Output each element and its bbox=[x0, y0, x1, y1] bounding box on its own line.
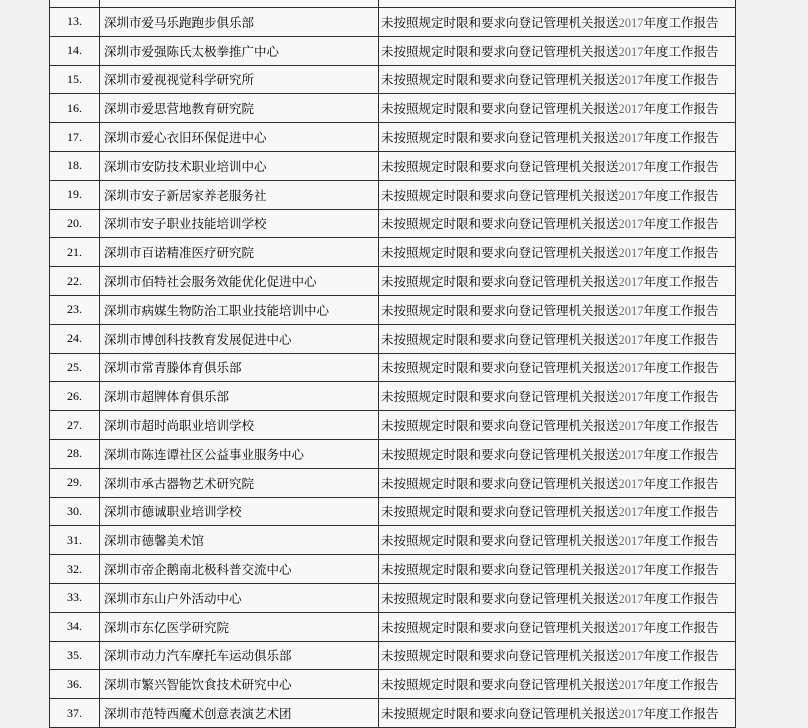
reason-text bbox=[381, 646, 719, 664]
reason-text bbox=[381, 704, 719, 722]
row-number: 25. bbox=[67, 359, 82, 374]
reason-suffix: 年度工作报告 bbox=[643, 390, 719, 405]
reason-prefix: 未按照规定时限和要求向登记管理机关报送 bbox=[381, 591, 619, 606]
org-name-cell bbox=[100, 526, 379, 554]
reason-suffix: 年度工作报告 bbox=[643, 419, 719, 434]
table-row bbox=[50, 66, 736, 95]
reason-cell bbox=[379, 94, 736, 122]
reason-cell bbox=[379, 123, 736, 151]
table-row bbox=[50, 354, 736, 383]
reason-year: 2017 bbox=[618, 534, 644, 549]
reason-suffix: 年度工作报告 bbox=[643, 534, 719, 549]
row-number: 17. bbox=[67, 129, 82, 144]
row-number-cell bbox=[50, 8, 100, 36]
org-name-cell bbox=[100, 37, 379, 65]
org-name-cell bbox=[100, 699, 379, 727]
table-row bbox=[50, 325, 736, 354]
reason-text bbox=[381, 70, 719, 88]
table-row bbox=[50, 238, 736, 267]
reason-year: 2017 bbox=[618, 447, 644, 462]
row-number: 33. bbox=[67, 590, 82, 605]
reason-prefix: 未按照规定时限和要求向登记管理机关报送 bbox=[381, 390, 619, 405]
reason-text bbox=[381, 272, 719, 290]
reason-year: 2017 bbox=[618, 649, 644, 664]
reason-text bbox=[381, 445, 719, 463]
table-row bbox=[50, 8, 736, 37]
reason-cell bbox=[379, 584, 736, 612]
reason-prefix: 未按照规定时限和要求向登记管理机关报送 bbox=[381, 303, 619, 318]
row-number: 22. bbox=[67, 273, 82, 288]
reason-year: 2017 bbox=[618, 563, 644, 578]
reason-suffix: 年度工作报告 bbox=[643, 246, 719, 261]
reason-year: 2017 bbox=[618, 419, 644, 434]
row-number-cell bbox=[50, 699, 100, 727]
reason-year: 2017 bbox=[618, 131, 644, 146]
row-number-cell bbox=[50, 642, 100, 670]
org-name: 深圳市爱马乐跑跑步俱乐部 bbox=[104, 15, 255, 30]
reason-suffix: 年度工作报告 bbox=[643, 563, 719, 578]
org-name-cell bbox=[100, 670, 379, 698]
org-name: 深圳市德馨美术馆 bbox=[104, 534, 205, 549]
row-number-cell bbox=[50, 94, 100, 122]
table-row bbox=[50, 584, 736, 613]
org-name: 深圳市安防技术职业培训中心 bbox=[104, 159, 267, 174]
row-number: 28. bbox=[67, 446, 82, 461]
reason-prefix: 未按照规定时限和要求向登记管理机关报送 bbox=[381, 332, 619, 347]
reason-year: 2017 bbox=[618, 217, 644, 232]
row-number-cell bbox=[50, 411, 100, 439]
row-number: 24. bbox=[67, 331, 82, 346]
row-number: 34. bbox=[67, 619, 82, 634]
reason-cell bbox=[379, 670, 736, 698]
reason-suffix: 年度工作报告 bbox=[643, 505, 719, 520]
reason-prefix: 未按照规定时限和要求向登记管理机关报送 bbox=[381, 15, 619, 30]
reason-text bbox=[381, 186, 719, 204]
reason-cell bbox=[379, 699, 736, 727]
reason-suffix: 年度工作报告 bbox=[643, 131, 719, 146]
org-name: 深圳市博创科技教育发展促进中心 bbox=[104, 332, 292, 347]
row-number-cell bbox=[50, 296, 100, 324]
reason-prefix: 未按照规定时限和要求向登记管理机关报送 bbox=[381, 246, 619, 261]
reason-text bbox=[381, 416, 719, 434]
table-row bbox=[50, 411, 736, 440]
row-number: 26. bbox=[67, 388, 82, 403]
reason-prefix: 未按照规定时限和要求向登记管理机关报送 bbox=[381, 188, 619, 203]
table-row bbox=[50, 498, 736, 527]
org-name-cell bbox=[100, 296, 379, 324]
reason-text bbox=[381, 358, 719, 376]
org-name: 深圳市东山户外活动中心 bbox=[104, 591, 242, 606]
reason-suffix: 年度工作报告 bbox=[643, 649, 719, 664]
row-number: 15. bbox=[67, 71, 82, 86]
reason-cell bbox=[379, 411, 736, 439]
reason-cell bbox=[379, 37, 736, 65]
reason-text bbox=[381, 675, 719, 693]
reason-cell bbox=[379, 66, 736, 94]
row-number: 29. bbox=[67, 475, 82, 490]
org-name-cell bbox=[100, 152, 379, 180]
row-number: 36. bbox=[67, 676, 82, 691]
reason-cell bbox=[379, 555, 736, 583]
reason-suffix: 年度工作报告 bbox=[643, 188, 719, 203]
row-number: 31. bbox=[67, 532, 82, 547]
org-name-cell bbox=[100, 411, 379, 439]
reason-suffix: 年度工作报告 bbox=[643, 275, 719, 290]
row-number: 27. bbox=[67, 417, 82, 432]
table-row bbox=[50, 123, 736, 152]
reason-cell bbox=[379, 210, 736, 238]
row-number-cell bbox=[50, 354, 100, 382]
reason-year: 2017 bbox=[618, 303, 644, 318]
row-number: 30. bbox=[67, 503, 82, 518]
reason-text bbox=[381, 243, 719, 261]
reason-text bbox=[381, 13, 719, 31]
reason-prefix: 未按照规定时限和要求向登记管理机关报送 bbox=[381, 131, 619, 146]
row-number: 35. bbox=[67, 647, 82, 662]
reason-cell bbox=[379, 440, 736, 468]
org-name: 深圳市繁兴智能饮食技术研究中心 bbox=[104, 678, 292, 693]
row-number: 37. bbox=[67, 705, 82, 720]
org-name-cell bbox=[100, 613, 379, 641]
table-row bbox=[50, 555, 736, 584]
row-number-cell bbox=[50, 440, 100, 468]
reason-year: 2017 bbox=[618, 102, 644, 117]
reason-prefix: 未按照规定时限和要求向登记管理机关报送 bbox=[381, 102, 619, 117]
org-name-cell bbox=[100, 382, 379, 410]
org-name: 深圳市爱心衣旧环保促进中心 bbox=[104, 131, 267, 146]
reason-year: 2017 bbox=[618, 246, 644, 261]
reason-suffix: 年度工作报告 bbox=[643, 44, 719, 59]
reason-text bbox=[381, 42, 719, 60]
reason-year: 2017 bbox=[618, 620, 644, 635]
row-number: 14. bbox=[67, 43, 82, 58]
row-number-cell bbox=[50, 66, 100, 94]
org-name: 深圳市病媒生物防治工职业技能培训中心 bbox=[104, 303, 330, 318]
row-number-cell bbox=[50, 181, 100, 209]
reason-cell bbox=[379, 296, 736, 324]
reason-prefix: 未按照规定时限和要求向登记管理机关报送 bbox=[381, 563, 619, 578]
reason-cell bbox=[379, 238, 736, 266]
org-name: 深圳市超牌体育俱乐部 bbox=[104, 390, 230, 405]
row-number: 23. bbox=[67, 302, 82, 317]
row-number-cell bbox=[50, 325, 100, 353]
reason-year: 2017 bbox=[618, 591, 644, 606]
reason-prefix: 未按照规定时限和要求向登记管理机关报送 bbox=[381, 505, 619, 520]
reason-suffix: 年度工作报告 bbox=[643, 476, 719, 491]
table-body bbox=[50, 8, 736, 728]
table-row bbox=[50, 94, 736, 123]
row-number-cell bbox=[50, 584, 100, 612]
reason-suffix: 年度工作报告 bbox=[643, 102, 719, 117]
org-name-cell bbox=[100, 469, 379, 497]
org-name: 深圳市安子职业技能培训学校 bbox=[104, 217, 267, 232]
reason-prefix: 未按照规定时限和要求向登记管理机关报送 bbox=[381, 73, 619, 88]
org-name: 深圳市佰特社会服务效能优化促进中心 bbox=[104, 275, 317, 290]
org-name: 深圳市百诺精准医疗研究院 bbox=[104, 246, 255, 261]
org-name: 深圳市安子新居家养老服务社 bbox=[104, 188, 267, 203]
reason-suffix: 年度工作报告 bbox=[643, 678, 719, 693]
reason-prefix: 未按照规定时限和要求向登记管理机关报送 bbox=[381, 275, 619, 290]
org-name-cell bbox=[100, 238, 379, 266]
reason-text bbox=[381, 301, 719, 319]
reason-suffix: 年度工作报告 bbox=[643, 159, 719, 174]
reason-suffix: 年度工作报告 bbox=[643, 591, 719, 606]
reason-year: 2017 bbox=[618, 188, 644, 203]
org-name-cell bbox=[100, 8, 379, 36]
table-row bbox=[50, 670, 736, 699]
row-number-cell bbox=[50, 37, 100, 65]
reason-cell bbox=[379, 0, 736, 7]
reason-cell bbox=[379, 8, 736, 36]
org-name: 深圳市动力汽车摩托车运动俱乐部 bbox=[104, 649, 292, 664]
table-row bbox=[50, 210, 736, 239]
table-row bbox=[50, 699, 736, 728]
reason-year: 2017 bbox=[618, 159, 644, 174]
reason-prefix: 未按照规定时限和要求向登记管理机关报送 bbox=[381, 44, 619, 59]
reason-text bbox=[381, 589, 719, 607]
reason-cell bbox=[379, 267, 736, 295]
reason-suffix: 年度工作报告 bbox=[643, 217, 719, 232]
org-name-cell bbox=[100, 354, 379, 382]
row-number: 13. bbox=[67, 14, 82, 29]
table-row bbox=[50, 267, 736, 296]
reason-suffix: 年度工作报告 bbox=[643, 303, 719, 318]
reason-prefix: 未按照规定时限和要求向登记管理机关报送 bbox=[381, 476, 619, 491]
row-number: 32. bbox=[67, 561, 82, 576]
table-row bbox=[50, 152, 736, 181]
row-number-cell bbox=[50, 469, 100, 497]
reason-year: 2017 bbox=[618, 505, 644, 520]
reason-suffix: 年度工作报告 bbox=[643, 73, 719, 88]
org-name: 深圳市爱思营地教育研究院 bbox=[104, 102, 255, 117]
reason-year: 2017 bbox=[618, 275, 644, 290]
row-number: 21. bbox=[67, 244, 82, 259]
org-name-cell bbox=[100, 325, 379, 353]
reason-prefix: 未按照规定时限和要求向登记管理机关报送 bbox=[381, 217, 619, 232]
row-number-cell bbox=[50, 498, 100, 526]
row-number-cell bbox=[50, 555, 100, 583]
row-number: 20. bbox=[67, 215, 82, 230]
reason-cell bbox=[379, 469, 736, 497]
row-number-cell bbox=[50, 0, 100, 7]
reason-text bbox=[381, 502, 719, 520]
org-name: 深圳市德诚职业培训学校 bbox=[104, 505, 242, 520]
row-number-cell bbox=[50, 210, 100, 238]
row-number-cell bbox=[50, 613, 100, 641]
reason-year: 2017 bbox=[618, 44, 644, 59]
org-name-cell bbox=[100, 123, 379, 151]
org-name: 深圳市帝企鹅南北极科普交流中心 bbox=[104, 563, 292, 578]
org-name-cell bbox=[100, 642, 379, 670]
reason-text bbox=[381, 560, 719, 578]
row-number-cell bbox=[50, 382, 100, 410]
reason-prefix: 未按照规定时限和要求向登记管理机关报送 bbox=[381, 447, 619, 462]
row-number-cell bbox=[50, 267, 100, 295]
reason-suffix: 年度工作报告 bbox=[643, 332, 719, 347]
org-name-cell bbox=[100, 440, 379, 468]
reason-prefix: 未按照规定时限和要求向登记管理机关报送 bbox=[381, 419, 619, 434]
reason-text bbox=[381, 387, 719, 405]
table-row bbox=[50, 613, 736, 642]
org-name: 深圳市爱视视觉科学研究所 bbox=[104, 73, 255, 88]
row-number-cell bbox=[50, 238, 100, 266]
table-row bbox=[50, 296, 736, 325]
org-name-cell bbox=[100, 555, 379, 583]
table-row bbox=[50, 37, 736, 66]
table-row bbox=[50, 469, 736, 498]
reason-suffix: 年度工作报告 bbox=[643, 361, 719, 376]
reason-suffix: 年度工作报告 bbox=[643, 447, 719, 462]
reason-cell bbox=[379, 354, 736, 382]
reason-prefix: 未按照规定时限和要求向登记管理机关报送 bbox=[381, 649, 619, 664]
org-name-cell bbox=[100, 66, 379, 94]
reason-text bbox=[381, 531, 719, 549]
reason-cell bbox=[379, 613, 736, 641]
row-number-cell bbox=[50, 123, 100, 151]
org-name: 深圳市超时尚职业培训学校 bbox=[104, 419, 255, 434]
reason-suffix: 年度工作报告 bbox=[643, 620, 719, 635]
table-row bbox=[50, 181, 736, 210]
partial-row-top bbox=[50, 0, 736, 8]
table-row bbox=[50, 642, 736, 671]
org-name: 深圳市范特西魔术创意表演艺术团 bbox=[104, 707, 292, 722]
reason-year: 2017 bbox=[618, 332, 644, 347]
reason-text bbox=[381, 214, 719, 232]
reason-cell bbox=[379, 325, 736, 353]
org-name-cell bbox=[100, 498, 379, 526]
reason-cell bbox=[379, 526, 736, 554]
reason-prefix: 未按照规定时限和要求向登记管理机关报送 bbox=[381, 361, 619, 376]
table-row bbox=[50, 440, 736, 469]
org-name: 深圳市常青滕体育俱乐部 bbox=[104, 361, 242, 376]
reason-year: 2017 bbox=[618, 707, 644, 722]
reason-text bbox=[381, 99, 719, 117]
org-name: 深圳市陈连谭社区公益事业服务中心 bbox=[104, 447, 305, 462]
org-report-table bbox=[49, 0, 736, 728]
reason-suffix: 年度工作报告 bbox=[643, 707, 719, 722]
reason-year: 2017 bbox=[618, 15, 644, 30]
org-name: 深圳市东亿医学研究院 bbox=[104, 620, 230, 635]
reason-text bbox=[381, 157, 719, 175]
reason-year: 2017 bbox=[618, 678, 644, 693]
reason-prefix: 未按照规定时限和要求向登记管理机关报送 bbox=[381, 678, 619, 693]
org-name-cell bbox=[100, 210, 379, 238]
reason-cell bbox=[379, 498, 736, 526]
reason-year: 2017 bbox=[618, 361, 644, 376]
table-row bbox=[50, 382, 736, 411]
org-name-cell bbox=[100, 94, 379, 122]
row-number-cell bbox=[50, 670, 100, 698]
reason-text bbox=[381, 330, 719, 348]
org-name: 深圳市承古器物艺术研究院 bbox=[104, 476, 255, 491]
reason-prefix: 未按照规定时限和要求向登记管理机关报送 bbox=[381, 620, 619, 635]
table-row bbox=[50, 526, 736, 555]
reason-prefix: 未按照规定时限和要求向登记管理机关报送 bbox=[381, 159, 619, 174]
reason-prefix: 未按照规定时限和要求向登记管理机关报送 bbox=[381, 534, 619, 549]
reason-year: 2017 bbox=[618, 73, 644, 88]
reason-cell bbox=[379, 181, 736, 209]
row-number: 18. bbox=[67, 158, 82, 173]
reason-year: 2017 bbox=[618, 476, 644, 491]
reason-text bbox=[381, 128, 719, 146]
org-name-cell bbox=[100, 0, 379, 7]
org-name: 深圳市爱强陈氏太极拳推广中心 bbox=[104, 44, 280, 59]
org-name-cell bbox=[100, 267, 379, 295]
reason-cell bbox=[379, 152, 736, 180]
reason-suffix: 年度工作报告 bbox=[643, 15, 719, 30]
org-name-cell bbox=[100, 181, 379, 209]
org-name-cell bbox=[100, 584, 379, 612]
row-number: 16. bbox=[67, 100, 82, 115]
reason-prefix: 未按照规定时限和要求向登记管理机关报送 bbox=[381, 707, 619, 722]
row-number-cell bbox=[50, 526, 100, 554]
row-number-cell bbox=[50, 152, 100, 180]
reason-text bbox=[381, 474, 719, 492]
reason-cell bbox=[379, 642, 736, 670]
reason-text bbox=[381, 618, 719, 636]
row-number: 19. bbox=[67, 187, 82, 202]
reason-year: 2017 bbox=[618, 390, 644, 405]
reason-cell bbox=[379, 382, 736, 410]
